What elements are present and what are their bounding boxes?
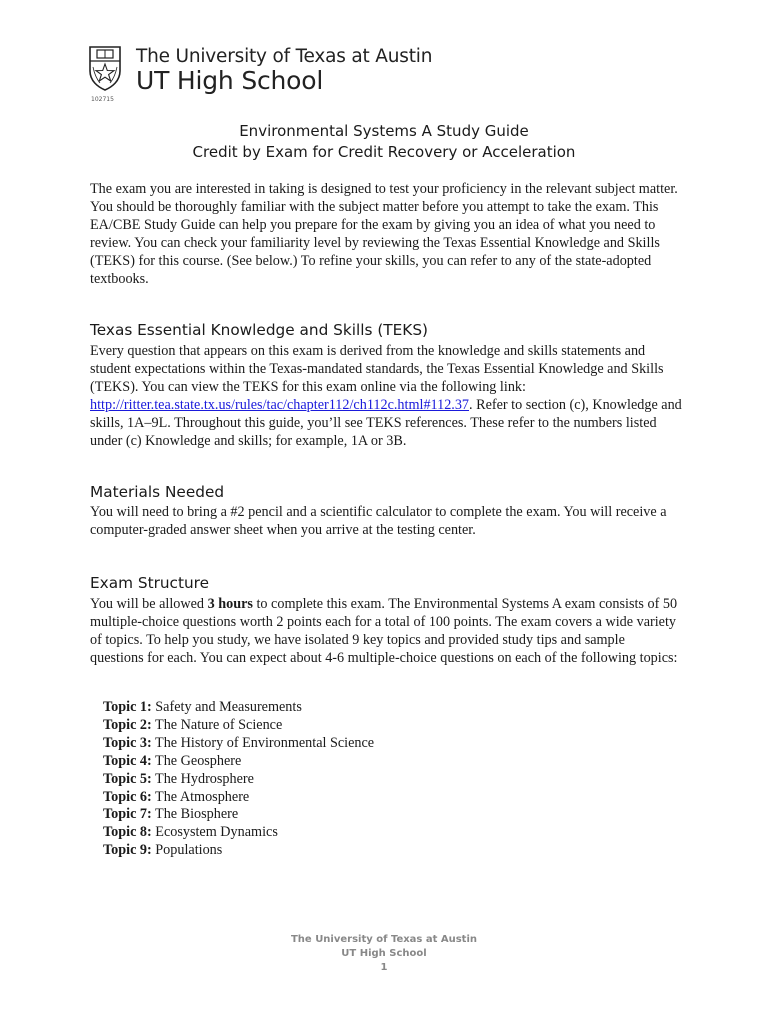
materials-heading: Materials Needed (90, 483, 225, 501)
topic-name: The Nature of Science (155, 716, 283, 733)
topic-label: Topic 4: (103, 752, 152, 769)
school-name: UT High School (136, 66, 324, 95)
list-item (103, 824, 374, 842)
teks-link[interactable]: http://ritter.tea.state.tx.us/rules/tac/chapter112/ch112c.html#112.37 (90, 397, 470, 414)
document-title (0, 121, 768, 163)
title-line-2: Credit by Exam for Credit Recovery or Acceleration (192, 143, 576, 161)
teks-paragraph (90, 342, 682, 451)
topic-name: The Atmosphere (155, 788, 250, 805)
topic-label: Topic 3: (103, 734, 152, 751)
topic-name: The Hydrosphere (155, 770, 254, 787)
structure-text-after: to complete this exam. The Environmental Systems A exam consists of 50 multiple-choice questions worth 2 points each for a total of 100 points. The exam covers a wide variety of topics. To help you study, we have isolated 9 key topics and provided study tips and sample questions for each. You can expect about 4-6 multiple-choice questions on each of the following topics: (90, 596, 678, 667)
list-item (103, 771, 374, 789)
teks-section (90, 342, 682, 451)
list-item (103, 789, 374, 807)
topic-label: Topic 7: (103, 806, 152, 823)
topic-list (103, 699, 374, 860)
intro-paragraph: The exam you are interested in taking is designed to test your proficiency in the relevant subject matter. You should be thoroughly familiar with the subject matter before you attempt to take the exam. This EA/CBE Study Guide can help you prepare for the exam by giving you an idea of what you need to review. You can check your familiarity level by reviewing the Texas Essential Knowledge and Skills (TEKS) for this course. (See below.) To refine your skills, you can refer to any of the state-adopted textbooks. (90, 181, 678, 288)
topic-name: Populations (155, 842, 223, 859)
topic-label: Topic 2: (103, 716, 152, 733)
teks-text-after: . Refer to section (c), Knowledge and skills, 1A–9L. Throughout this guide, you’ll see TEKS references. These refer to the numbers listed under (c) Knowledge and skills; for example, 1A or 3B. (90, 397, 682, 450)
topic-label: Topic 1: (103, 699, 152, 715)
structure-section (90, 595, 682, 667)
topic-name: The History of Environmental Science (155, 734, 375, 751)
list-item (103, 842, 374, 860)
letterhead (88, 42, 508, 108)
list-item (103, 717, 374, 735)
topic-name: Safety and Measurements (155, 699, 302, 715)
teks-text-before: Every question that appears on this exam is derived from the knowledge and skills statements and student expectations within the Texas-mandated standards, the Texas Essential Knowledge and Skills (TEKS). You can view the TEKS for this exam online via the following link: (90, 343, 664, 396)
structure-text-before: You will be allowed (90, 596, 208, 612)
structure-paragraph (90, 595, 682, 667)
seal-code: 102715 (91, 96, 114, 103)
page-number: 1 (380, 962, 388, 973)
topic-name: The Geosphere (155, 752, 242, 769)
topic-name: Ecosystem Dynamics (155, 824, 278, 841)
topic-name: The Biosphere (155, 806, 239, 823)
topic-label: Topic 5: (103, 770, 152, 787)
title-line-1: Environmental Systems A Study Guide (239, 122, 529, 140)
list-item (103, 699, 374, 717)
list-item (103, 753, 374, 771)
ut-seal-icon (88, 45, 122, 91)
topic-label: Topic 9: (103, 842, 152, 859)
materials-paragraph: You will need to bring a #2 pencil and a scientific calculator to complete the exam. You will receive a computer-graded answer sheet when you arrive at the testing center. (90, 504, 667, 539)
topic-label: Topic 8: (103, 824, 152, 841)
page-footer (0, 933, 768, 975)
university-name: The University of Texas at Austin (136, 46, 433, 67)
topic-label: Topic 6: (103, 788, 152, 805)
list-item (103, 806, 374, 824)
teks-heading: Texas Essential Knowledge and Skills (TEKS) (90, 321, 429, 339)
footer-school: UT High School (341, 948, 427, 959)
exam-time: 3 hours (207, 596, 253, 612)
materials-section (90, 503, 682, 539)
structure-heading: Exam Structure (90, 574, 210, 592)
intro-section (90, 180, 682, 289)
list-item (103, 735, 374, 753)
footer-university: The University of Texas at Austin (290, 934, 478, 945)
